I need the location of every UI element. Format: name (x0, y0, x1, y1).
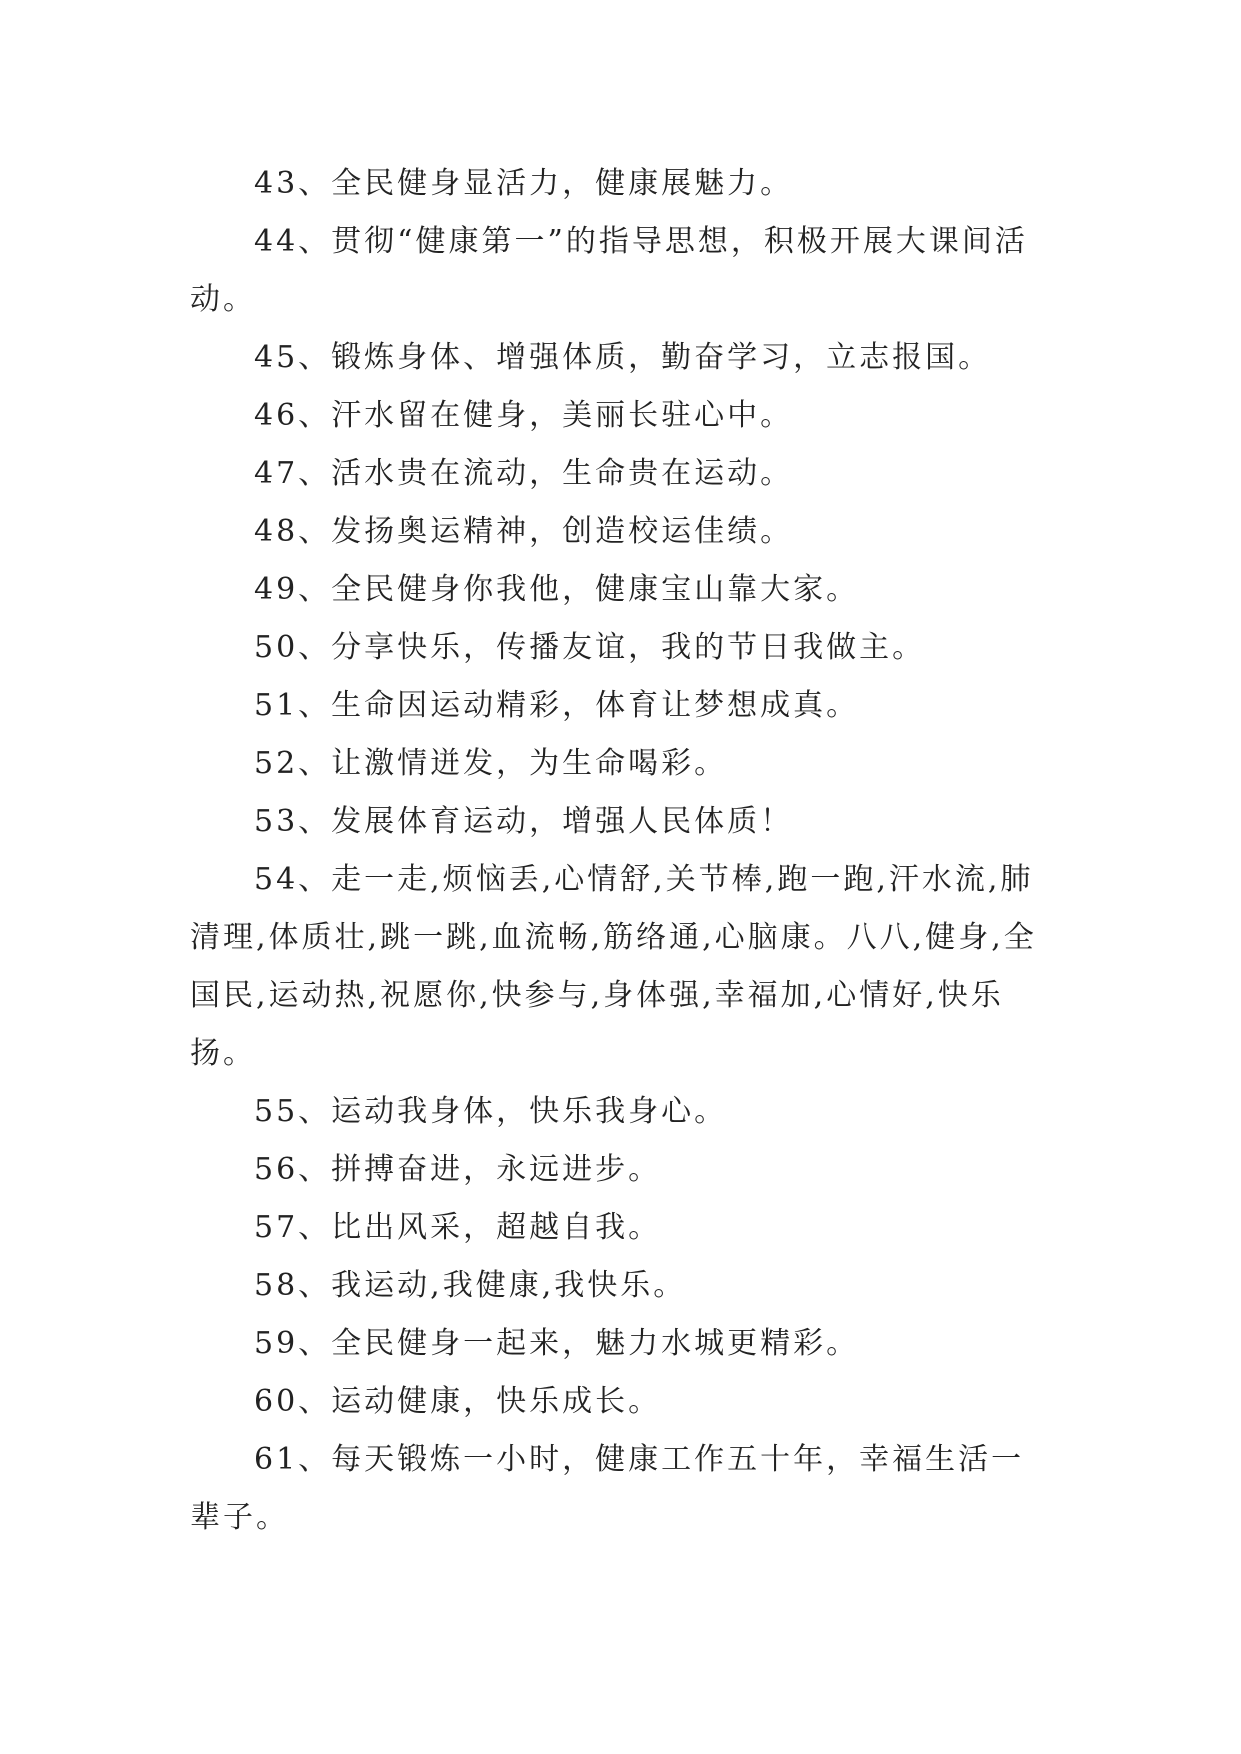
slogan-47: 47、活水贵在流动，生命贵在运动。 (254, 456, 794, 491)
slogan-54: 54、走一走,烦恼丢,心情舒,关节棒,跑一跑,汗水流,肺清理,体质壮,跳一跳,血流畅,筋络通,心脑康。八八,健身,全国民,运动热,祝愿你,快参与,身体强,幸福加,心情好,快乐扬。 (190, 862, 1037, 1071)
slogan-44: 44、贯彻“健康第一”的指导思想，积极开展大课间活动。 (190, 224, 1028, 317)
slogan-55: 55、运动我身体，快乐我身心。 (254, 1094, 728, 1129)
slogan-60: 60、运动健康，快乐成长。 (254, 1384, 662, 1419)
slogan-56: 56、拼搏奋进，永远进步。 (254, 1152, 662, 1187)
slogan-43: 43、全民健身显活力，健康展魅力。 (254, 166, 794, 201)
slogan-48: 48、发扬奥运精神，创造校运佳绩。 (254, 514, 794, 549)
document-body (190, 155, 1056, 1547)
slogan-59: 59、全民健身一起来，魅力水城更精彩。 (254, 1326, 860, 1361)
slogan-46: 46、汗水留在健身，美丽长驻心中。 (254, 398, 794, 433)
slogan-58: 58、我运动,我健康,我快乐。 (254, 1268, 687, 1303)
slogan-50: 50、分享快乐，传播友谊，我的节日我做主。 (254, 630, 926, 665)
slogan-51: 51、生命因运动精彩，体育让梦想成真。 (254, 688, 860, 723)
slogan-45: 45、锻炼身体、增强体质，勤奋学习，立志报国。 (254, 340, 992, 375)
slogan-49: 49、全民健身你我他，健康宝山靠大家。 (254, 572, 860, 607)
slogan-57: 57、比出风采，超越自我。 (254, 1210, 662, 1245)
slogan-52: 52、让激情迸发，为生命喝彩。 (254, 746, 728, 781)
slogan-61: 61、每天锻炼一小时，健康工作五十年，幸福生活一辈子。 (190, 1442, 1025, 1535)
slogan-53: 53、发展体育运动，增强人民体质！ (254, 804, 794, 839)
